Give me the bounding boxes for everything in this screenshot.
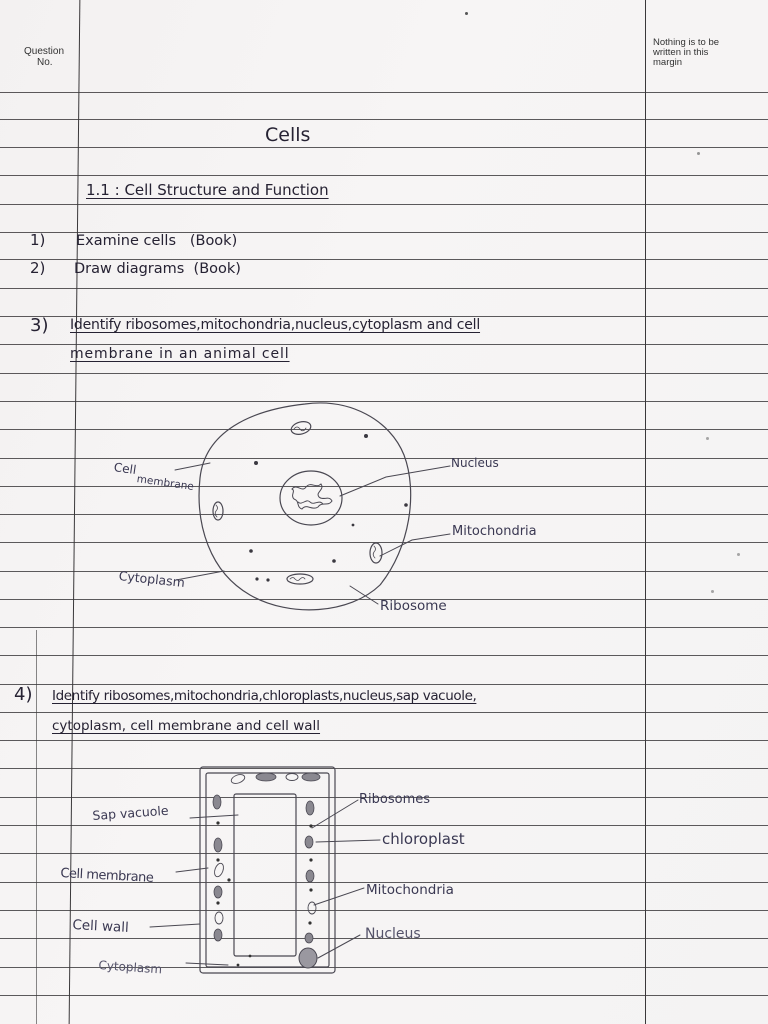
animal-label-mitochondria: Mitochondria — [452, 524, 537, 539]
item-3-number: 3) — [30, 315, 49, 336]
stray-mark — [706, 437, 709, 440]
chloroplast-shape — [214, 929, 222, 941]
chloroplast-shape — [214, 838, 222, 852]
item-1-text: Examine cells (Book) — [76, 233, 238, 249]
page-title: Cells — [265, 124, 311, 146]
item-4-text: Identify ribosomes,mitochondria,chloroplasts,nucleus,sap vacuole, — [52, 688, 477, 704]
plant-label-cell-membrane: Cell membrane — [60, 866, 154, 886]
item-3-text-line2: membrane in an animal cell — [70, 346, 290, 362]
chloroplast-shape — [306, 801, 314, 815]
plant-label-nucleus: Nucleus — [365, 926, 421, 942]
question-label: Question — [24, 46, 65, 57]
chloroplast-shape — [256, 773, 276, 781]
stray-mark — [697, 152, 700, 155]
plant-nucleus-shape — [299, 948, 317, 968]
chloroplast-shape — [213, 795, 221, 809]
plant-label-sap-vacuole: Sap vacuole — [91, 802, 169, 823]
plant-mitochondrion-shape — [215, 912, 223, 924]
item-3-text: Identify ribosomes,mitochondria,nucleus,cytoplasm and cell — [70, 317, 481, 333]
plant-mitochondrion-shape — [230, 773, 246, 785]
plant-label-cell-wall: Cell wall — [72, 917, 130, 936]
sap-vacuole-outline — [234, 794, 296, 956]
stray-mark — [465, 12, 468, 15]
section-heading: 1.1 : Cell Structure and Function — [86, 181, 329, 199]
animal-label-ribosome: Ribosome — [380, 598, 447, 614]
question-no-label: No. — [37, 57, 53, 68]
item-2-number: 2) — [30, 259, 46, 277]
item-4-number: 4) — [14, 684, 33, 705]
plant-label-chloroplast: chloroplast — [382, 830, 465, 848]
item-4-text-line2: cytoplasm, cell membrane and cell wall — [52, 718, 321, 734]
plant-label-cytoplasm: Cytoplasm — [98, 958, 163, 977]
animal-label-membrane: membrane — [136, 473, 195, 493]
margin-note: Nothing is to be written in this margin — [653, 37, 720, 68]
animal-label-cytoplasm: Cytoplasm — [118, 568, 186, 590]
plant-label-mitochondria: Mitochondria — [366, 882, 454, 898]
chloroplast-shape — [306, 870, 314, 882]
stray-mark — [737, 553, 740, 556]
item-2-text: Draw diagrams (Book) — [74, 261, 241, 277]
animal-label-cell: Cell — [113, 460, 138, 478]
animal-label-nucleus: Nucleus — [451, 456, 499, 470]
chloroplast-shape — [214, 886, 222, 898]
stray-mark — [711, 590, 714, 593]
chloroplast-shape — [305, 836, 313, 848]
plant-mitochondrion-shape — [308, 902, 316, 914]
plant-mitochondrion-shape — [286, 774, 298, 781]
chloroplast-shape — [302, 773, 320, 781]
plant-mitochondrion-shape — [213, 862, 225, 878]
chloroplast-shape — [305, 933, 313, 943]
plant-label-ribosomes: Ribosomes — [359, 792, 431, 807]
item-1-number: 1) — [30, 231, 46, 249]
